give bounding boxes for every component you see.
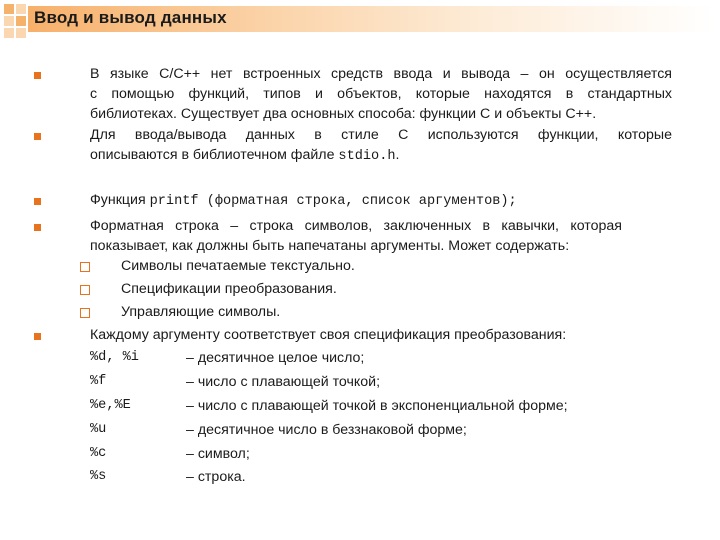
checkbox-bullet-icon	[80, 262, 90, 272]
paragraph-line	[90, 145, 672, 167]
sub-item: Управляющие символы.	[121, 304, 281, 320]
page-title: Ввод и вывод данных	[34, 8, 227, 27]
paragraph-line: с помощью функций, типов и объектов, которые находятся в стандартных	[90, 86, 672, 102]
sub-item: Символы печатаемые текстуально.	[121, 258, 355, 274]
bullet-marker	[34, 133, 41, 140]
bullet-marker	[34, 333, 41, 340]
code-filename: stdio.h	[338, 149, 396, 164]
paragraph-line: Для ввода/вывода данных в стиле С используются функции, которые	[90, 127, 672, 143]
sub-item: Спецификации преобразования.	[121, 281, 337, 297]
bullet-marker	[34, 198, 41, 205]
paragraph-text: Функция	[90, 192, 150, 208]
spec-description: – строка.	[186, 469, 246, 485]
paragraph-line: показывает, как должны быть напечатаны аргументы. Может содержать:	[90, 238, 570, 254]
paragraph-line: Форматная строка – строка символов, заключенных в кавычки, которая	[90, 218, 622, 234]
spec-code: %f	[90, 374, 107, 389]
bullet-marker	[34, 224, 41, 231]
spec-description: – десятичное целое число;	[186, 350, 365, 366]
paragraph-line: В языке С/С++ нет встроенных средств ввода и вывода – он осуществляется	[90, 66, 672, 82]
spec-code: %s	[90, 469, 107, 484]
spec-description: – число с плавающей точкой;	[186, 374, 381, 390]
spec-description: – символ;	[186, 446, 250, 462]
spec-code: %d, %i	[90, 350, 139, 365]
code-signature: printf (форматная строка, список аргументов);	[149, 194, 517, 209]
spec-description: – десятичное число в беззнаковой форме;	[186, 422, 467, 438]
paragraph-text: описываются в библиотечном файле	[90, 147, 339, 163]
spec-code: %u	[90, 422, 107, 437]
bullet-marker	[34, 72, 41, 79]
spec-code: %c	[90, 446, 107, 461]
checkbox-bullet-icon	[80, 308, 90, 318]
spec-code: %e,%E	[90, 398, 131, 413]
paragraph-text: .	[395, 147, 400, 163]
paragraph-line	[90, 190, 680, 212]
paragraph-line: Каждому аргументу соответствует своя спецификация преобразования:	[90, 327, 567, 343]
paragraph-line: библиотеках. Существует два основных способа: функции С и объекты С++.	[90, 106, 597, 122]
checkbox-bullet-icon	[80, 285, 90, 295]
spec-description: – число с плавающей точкой в экспоненциальной форме;	[186, 398, 568, 414]
